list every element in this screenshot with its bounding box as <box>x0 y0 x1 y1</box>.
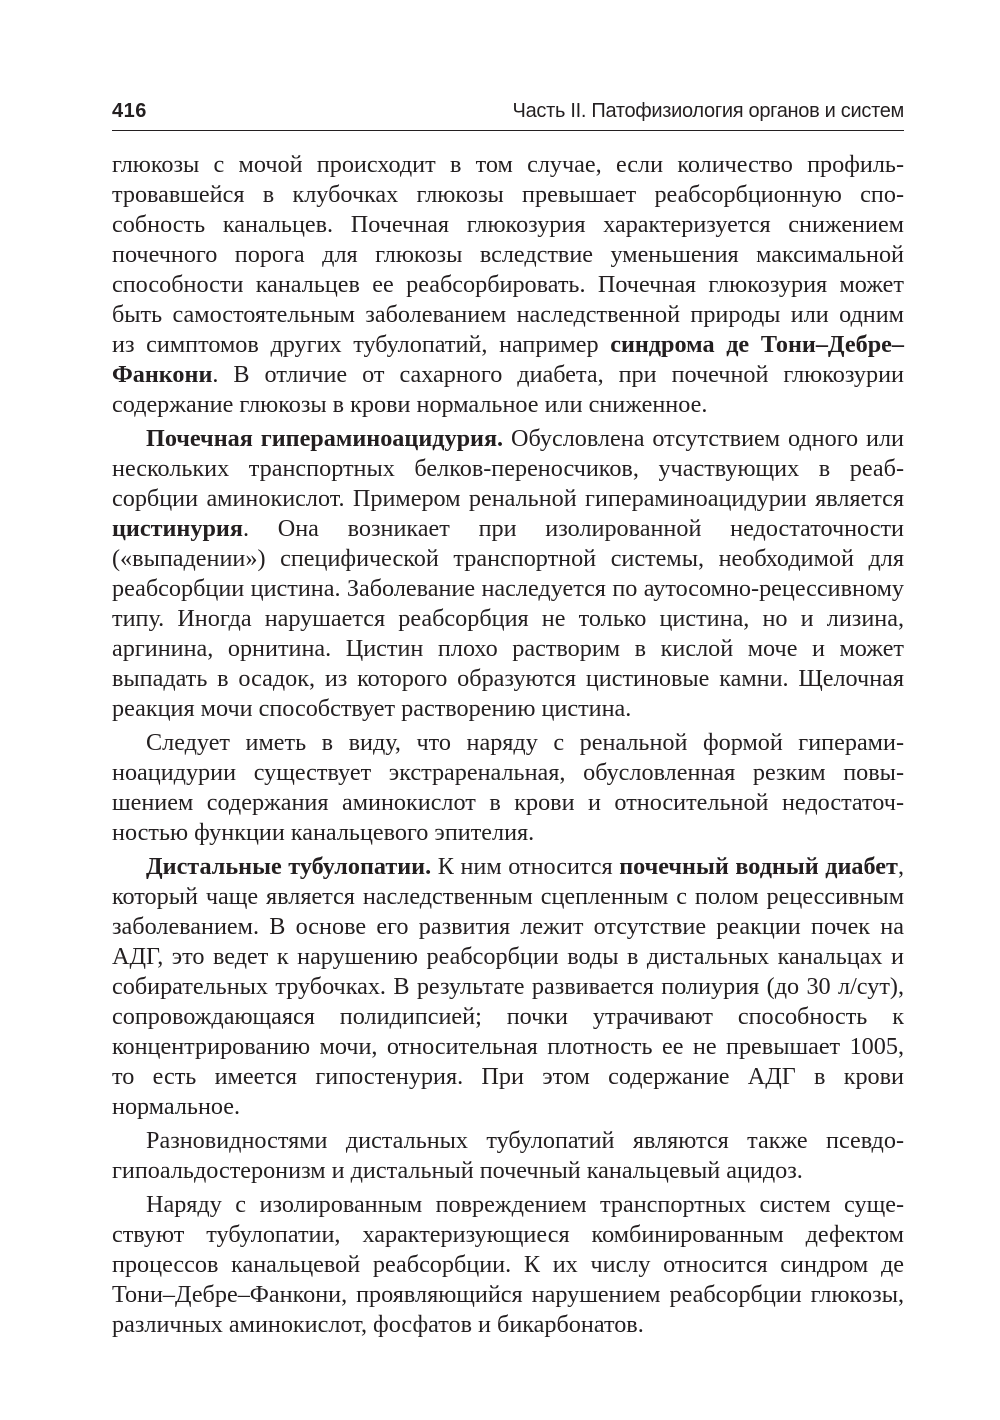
running-head <box>112 100 904 136</box>
paragraph-text: Следует иметь в виду, что наряду с ренальной формой гипераминоацидурии существует экстраренальная, обусловленная резким повышением содержания аминокислот в крови и относительной недостаточностью функции канальцевого эпителия. <box>112 729 904 846</box>
paragraph-extrarenal <box>112 728 904 848</box>
section-title: Часть II. Патофизиология органов и систем <box>512 100 904 122</box>
bold-term-water-diabetes: почечный водный диабет <box>619 853 898 880</box>
bold-term-toni-debre-fanconi: синдрома де Тони–Дебре–Фанкони <box>112 331 904 388</box>
paragraph-text: , который чаще является наследственным сцепленным с полом рецессивным заболеванием. В основе его развития лежит отсутствие реакции почек на АДГ, это ведет к нарушению реабсорбции воды в дистальных канальцах и собирательных трубочках. В результате развивается полиурия (до 30 л/сут), сопровождающаяся полидипсией; почки утрачивают способность к концентрированию мочи, относительная плотность ее не превышает 1005, то есть имеется гипостенурия. При этом содержание АДГ в крови нормальное. <box>112 853 904 1120</box>
paragraph-distal-variants <box>112 1126 904 1186</box>
paragraph-text: Разновидностями дистальных тубулопатий являются также псевдогипоальдостеронизм и дистальный почечный канальцевый ацидоз. <box>112 1127 904 1184</box>
paragraph-text: Обусловлена отсутствием одного или нескольких транспортных белков-переносчиков, участвующих в реабсорбции аминокислот. Примером ренальной гипераминоацидурии является <box>112 425 904 512</box>
bold-heading-hyperaminoaciduria: Почечная гипераминоацидурия. <box>146 425 504 452</box>
paragraph-combined-defects <box>112 1190 904 1340</box>
header-rule <box>112 130 904 131</box>
paragraph-text: глюкозы с мочой происходит в том случае, если количество профильтровавшейся в клубочках глюкозы превышает реабсорбционную способность канальцев. Почечная глюкозурия характеризуется снижением почечного порога для глюкозы вследствие уменьшения максимальной способности канальцев ее реабсорбировать. Почечная глюкозурия может быть самостоятельным заболеванием наследственной природы или одним из симптомов других тубулопатий, например <box>112 151 904 358</box>
bold-heading-distal-tubulopathies: Дистальные тубулопатии. <box>146 853 432 880</box>
body-text <box>112 150 904 1344</box>
paragraph-distal-tubulopathies <box>112 852 904 1122</box>
paragraph-text: Наряду с изолированным повреждением транспортных систем существуют тубулопатии, характеризующиеся комбинированным дефектом процессов канальцевой реабсорбции. К их числу относится синдром де Тони–Дебре–Фанкони, проявляющийся нарушением реабсорбции глюкозы, различных аминокислот, фосфатов и бикарбонатов. <box>112 1191 904 1338</box>
paragraph-text: . Она возникает при изолированной недостаточности («выпадении») специфической транспортной системы, необходимой для реабсорбции цистина. Заболевание наследуется по аутосомно-рецессивному типу. Иногда нарушается реабсорбция не только цистина, но и лизина, аргинина, орнитина. Цистин плохо растворим в кислой моче и может выпадать в осадок, из которого образуются цистиновые камни. Щелочная реакция мочи способствует растворению цистина. <box>112 515 904 722</box>
page-number: 416 <box>112 100 147 122</box>
paragraph-text: . В отличие от сахарного диабета, при почечной глюкозурии содержание глюкозы в крови нормальное или сниженное. <box>112 361 904 418</box>
paragraph-hyperaminoaciduria <box>112 424 904 724</box>
bold-term-cystinuria: цистинурия <box>112 515 243 542</box>
paragraph-text: К ним относится <box>431 853 620 880</box>
paragraph-renal-glucosuria <box>112 150 904 420</box>
